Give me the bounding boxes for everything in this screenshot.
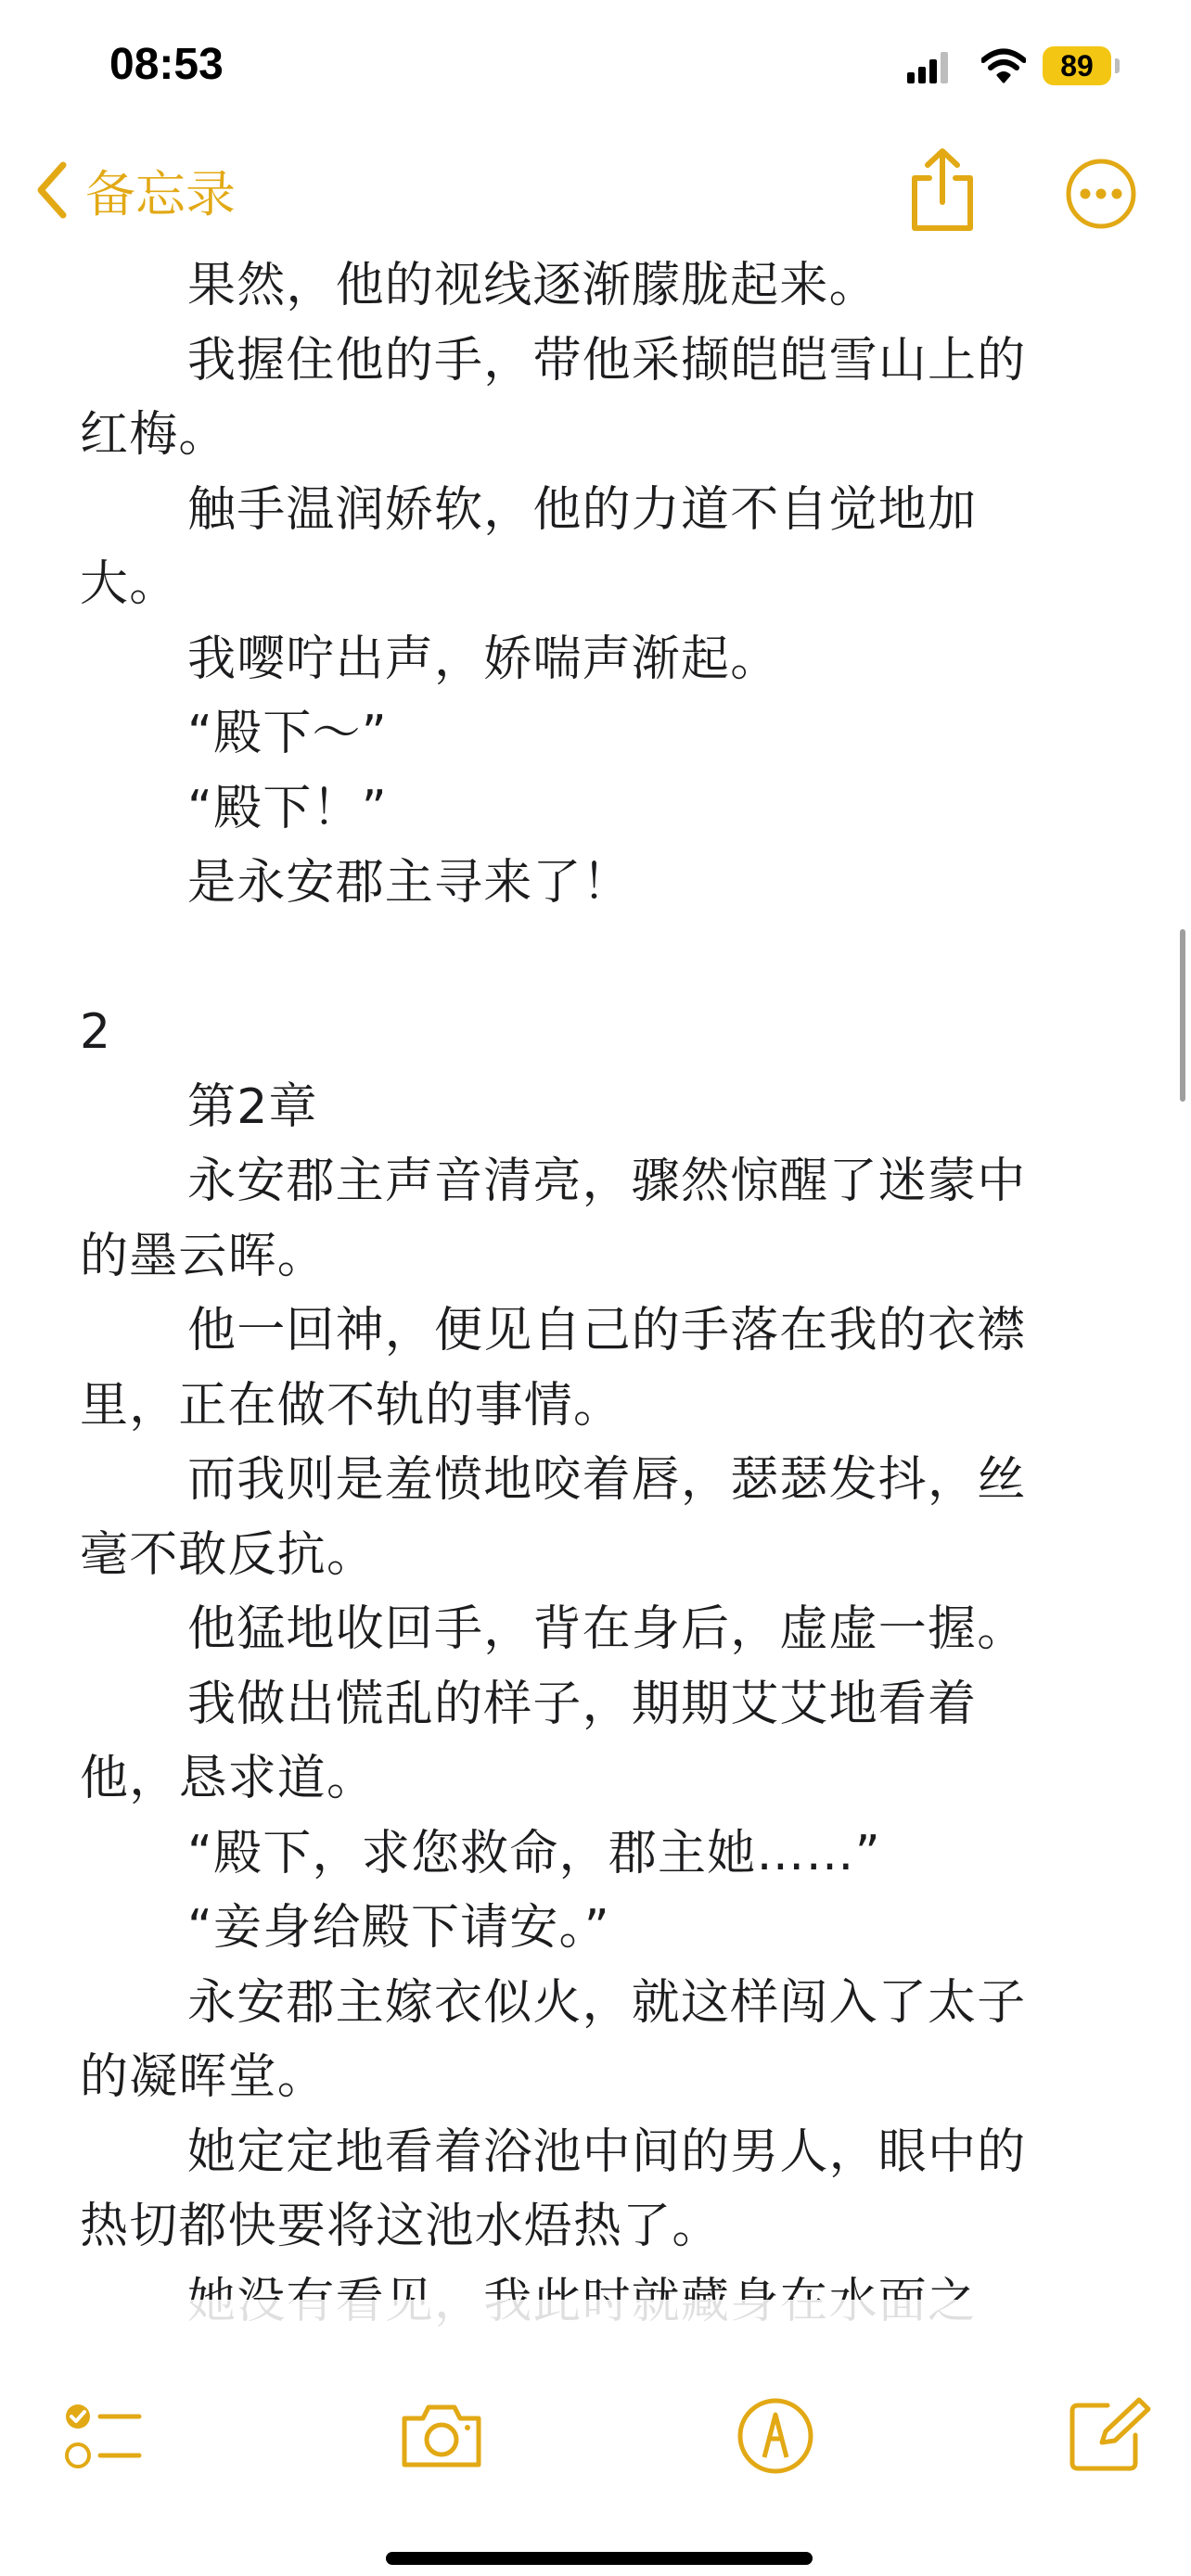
- checklist-button[interactable]: [58, 2396, 147, 2476]
- note-line: 我嘤咛出声，娇喘声渐起。: [187, 631, 780, 687]
- note-line: 是永安郡主寻来了！: [187, 855, 632, 911]
- status-time: 08:53: [109, 40, 224, 89]
- back-label: 备忘录: [85, 164, 236, 223]
- note-line: 她定定地看着浴池中间的男人，眼中的: [187, 2123, 1027, 2180]
- markup-button[interactable]: [731, 2396, 820, 2476]
- nav-bar: [0, 130, 1191, 250]
- back-button[interactable]: [33, 158, 236, 223]
- note-line: 的墨云晖。: [80, 1228, 327, 1284]
- note-line: 永安郡主嫁衣似火，就这样闯入了太子: [187, 1974, 1027, 2031]
- bottom-toolbar: [0, 2383, 1191, 2485]
- note-line: “妾身给殿下请安。”: [187, 1900, 610, 1956]
- checklist-icon: [58, 2396, 147, 2476]
- compose-button[interactable]: [1065, 2396, 1154, 2476]
- note-line: “殿下！”: [187, 780, 388, 836]
- battery-tip: [1115, 58, 1120, 73]
- chapter-number: 2: [80, 1004, 112, 1060]
- chevron-left-icon: [33, 159, 70, 221]
- note-line: 他一回神，便见自己的手落在我的衣襟: [187, 1303, 1027, 1358]
- note-line: 果然，他的视线逐渐朦胧起来。: [187, 258, 878, 313]
- wifi-icon: [981, 48, 1026, 83]
- note-line: 而我则是羞愤地咬着唇，瑟瑟发抖，丝: [187, 1452, 1027, 1508]
- note-line: “殿下～”: [187, 706, 388, 761]
- note-line: 永安郡主声音清亮，骤然惊醒了迷蒙中: [187, 1154, 1027, 1209]
- camera-icon: [397, 2396, 486, 2476]
- home-indicator[interactable]: [386, 2552, 813, 2565]
- note-line: 大。: [80, 556, 179, 612]
- scroll-indicator[interactable]: [1180, 929, 1185, 1102]
- note-line: 他，恳求道。: [80, 1751, 377, 1806]
- chapter-title: 第2章: [187, 1078, 318, 1135]
- markup-icon: [731, 2396, 820, 2476]
- note-line: “殿下，求您救命，郡主她……”: [187, 1825, 881, 1881]
- battery-icon: [1043, 46, 1111, 85]
- note-line: 的凝晖堂。: [80, 2049, 327, 2105]
- status-bar: [0, 0, 1191, 130]
- share-icon[interactable]: [905, 147, 980, 236]
- note-line: 里，正在做不轨的事情。: [80, 1377, 623, 1434]
- note-line: 我做出慌乱的样子，期期艾艾地看着: [187, 1676, 978, 1732]
- compose-icon: [1065, 2396, 1154, 2476]
- note-line: 我握住他的手，带他采撷皑皑雪山上的: [187, 332, 1027, 389]
- camera-button[interactable]: [397, 2396, 486, 2476]
- note-line: 红梅。: [80, 407, 228, 463]
- signal-icon: [907, 52, 950, 83]
- blank-line: [80, 921, 1137, 996]
- more-icon[interactable]: [1065, 158, 1137, 230]
- note-body[interactable]: [80, 249, 1137, 2339]
- note-line: 热切都快要将这池水焐热了。: [80, 2199, 722, 2254]
- note-line: 他猛地收回手，背在身后，虚虚一握。: [187, 1601, 1027, 1657]
- note-line: 毫不敢反抗。: [80, 1526, 377, 1583]
- battery-level: 89: [1060, 49, 1094, 83]
- note-line: 触手温润娇软，他的力道不自觉地加: [187, 481, 978, 538]
